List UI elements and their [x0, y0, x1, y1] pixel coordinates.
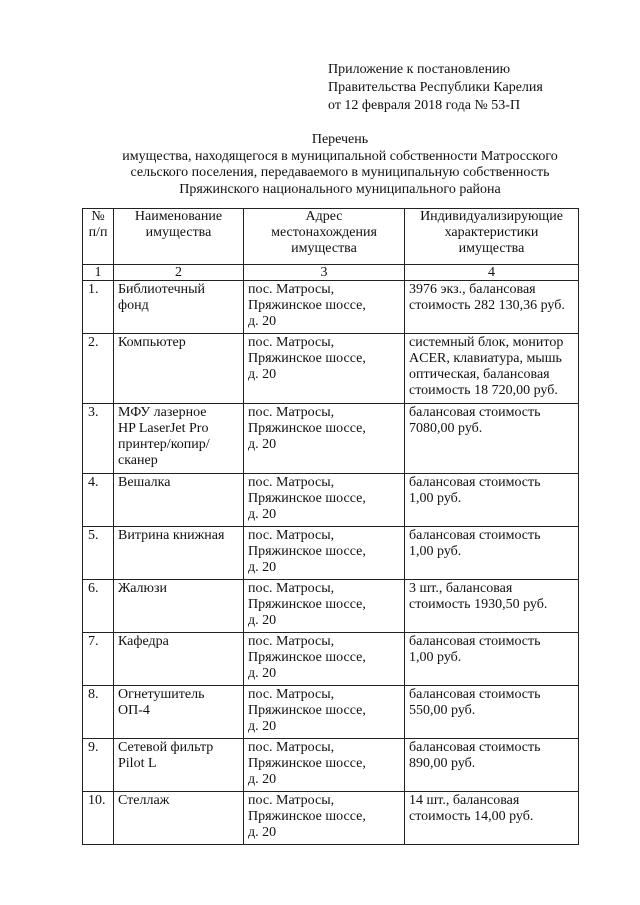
item-features-line: стоимость 18 720,00 руб.	[409, 383, 558, 398]
header-num	[83, 209, 114, 265]
row-number: 6.	[83, 580, 114, 633]
item-address-line: Пряжинское шоссе,	[248, 756, 366, 771]
header-line: Индивидуализирующие	[420, 209, 563, 224]
item-address-line: пос. Матросы,	[248, 335, 335, 350]
item-address-line: Пряжинское шоссе,	[248, 351, 366, 366]
appendix-line: Приложение к постановлению	[328, 62, 511, 77]
item-features-line: ACER, клавиатура, мышь	[409, 351, 562, 366]
item-address	[244, 404, 405, 474]
item-address	[244, 580, 405, 633]
item-name-line: принтер/копир/	[118, 437, 210, 452]
item-features-line: 1,00 руб.	[409, 650, 462, 665]
item-name	[114, 334, 244, 404]
header-features	[405, 209, 579, 265]
table-header-row	[83, 209, 579, 265]
title-line: имущества, находящегося в муниципальной собственности Матросского	[122, 148, 558, 164]
title-line: сельского поселения, передаваемого в муниципальную собственность	[130, 165, 550, 180]
item-address	[244, 686, 405, 739]
item-features-line: 3976 экз., балансовая	[409, 282, 536, 297]
item-features	[405, 474, 579, 527]
item-name-line: фонд	[118, 298, 149, 313]
row-number: 1.	[83, 281, 114, 334]
table-row	[83, 633, 579, 686]
table-row	[83, 580, 579, 633]
column-number-row	[83, 265, 579, 281]
column-number: 1	[83, 265, 114, 281]
item-features-line: балансовая стоимость	[409, 528, 541, 543]
item-features-line: балансовая стоимость	[409, 634, 541, 649]
appendix-line: Правительства Республики Карелия	[328, 80, 543, 95]
item-address	[244, 281, 405, 334]
item-name	[114, 633, 244, 686]
header-line: Наименование	[134, 209, 223, 224]
table-row	[83, 474, 579, 527]
item-features-line: 7080,00 руб.	[409, 421, 483, 436]
item-address-line: Пряжинское шоссе,	[248, 703, 366, 718]
item-name-line: Сетевой фильтр	[118, 740, 214, 755]
item-address-line: пос. Матросы,	[248, 528, 335, 543]
item-name-line: HP LaserJet Pro	[118, 421, 209, 436]
item-name-line: Pilot L	[118, 756, 157, 771]
item-features-line: стоимость 14,00 руб.	[409, 809, 534, 824]
item-address-line: д. 20	[248, 314, 277, 329]
item-name-line: Витрина книжная	[118, 528, 225, 543]
item-features-line: балансовая стоимость	[409, 687, 541, 702]
row-number: 5.	[83, 527, 114, 580]
item-address	[244, 739, 405, 792]
item-address-line: пос. Матросы,	[248, 740, 335, 755]
column-number: 4	[405, 265, 579, 281]
item-address-line: д. 20	[248, 560, 277, 575]
item-address	[244, 527, 405, 580]
item-address-line: Пряжинское шоссе,	[248, 421, 366, 436]
document-title	[60, 132, 620, 198]
item-address-line: д. 20	[248, 367, 277, 382]
item-features-line: балансовая стоимость	[409, 475, 541, 490]
item-address-line: Пряжинское шоссе,	[248, 597, 366, 612]
header-name	[114, 209, 244, 265]
header-line: №	[91, 209, 105, 224]
item-name	[114, 686, 244, 739]
item-features	[405, 633, 579, 686]
item-features-line: оптическая, балансовая	[409, 367, 550, 382]
header-line: имущества	[458, 241, 525, 256]
item-features-line: стоимость 1930,50 руб.	[409, 597, 548, 612]
table-row	[83, 334, 579, 404]
item-name	[114, 580, 244, 633]
row-number: 7.	[83, 633, 114, 686]
item-features-line: балансовая стоимость	[409, 740, 541, 755]
item-address-line: Пряжинское шоссе,	[248, 650, 366, 665]
item-address-line: д. 20	[248, 507, 277, 522]
table-row	[83, 739, 579, 792]
item-name-line: сканер	[118, 453, 158, 468]
appendix-line: от 12 февраля 2018 года № 53-П	[328, 98, 521, 113]
item-name	[114, 474, 244, 527]
item-features-line: 890,00 руб.	[409, 756, 476, 771]
row-number: 10.	[83, 792, 114, 845]
item-address-line: д. 20	[248, 825, 277, 840]
item-features-line: 1,00 руб.	[409, 544, 462, 559]
item-address-line: пос. Матросы,	[248, 634, 335, 649]
column-number: 2	[114, 265, 244, 281]
item-features-line: системный блок, монитор	[409, 335, 564, 350]
row-number: 4.	[83, 474, 114, 527]
item-name	[114, 281, 244, 334]
item-name-line: Стеллаж	[118, 793, 170, 808]
item-address-line: Пряжинское шоссе,	[248, 298, 366, 313]
item-features-line: 1,00 руб.	[409, 491, 462, 506]
item-name-line: ОП-4	[118, 703, 150, 718]
item-name-line: МФУ лазерное	[118, 405, 207, 420]
property-table	[82, 208, 579, 845]
appendix-note	[328, 61, 543, 115]
item-address-line: пос. Матросы,	[248, 282, 335, 297]
table-row	[83, 281, 579, 334]
item-address-line: Пряжинское шоссе,	[248, 491, 366, 506]
item-features	[405, 334, 579, 404]
header-address	[244, 209, 405, 265]
item-features-line: 14 шт., балансовая	[409, 793, 520, 808]
item-address-line: пос. Матросы,	[248, 405, 335, 420]
table-row	[83, 686, 579, 739]
item-address-line: пос. Матросы,	[248, 475, 335, 490]
item-features	[405, 739, 579, 792]
header-line: характеристики	[444, 225, 539, 240]
item-name	[114, 792, 244, 845]
item-address-line: Пряжинское шоссе,	[248, 544, 366, 559]
item-address-line: Пряжинское шоссе,	[248, 809, 366, 824]
item-address-line: д. 20	[248, 613, 277, 628]
item-name	[114, 527, 244, 580]
table-row	[83, 792, 579, 845]
item-features	[405, 792, 579, 845]
item-features	[405, 527, 579, 580]
table-row	[83, 404, 579, 474]
item-name	[114, 739, 244, 792]
row-number: 2.	[83, 334, 114, 404]
item-name-line: Вешалка	[118, 475, 171, 490]
header-line: Адрес	[305, 209, 343, 224]
item-address	[244, 334, 405, 404]
item-address	[244, 633, 405, 686]
item-features	[405, 686, 579, 739]
header-line: имущества	[291, 241, 357, 256]
item-address-line: д. 20	[248, 666, 277, 681]
item-address-line: пос. Матросы,	[248, 793, 335, 808]
title-line: Перечень	[311, 132, 369, 147]
item-address-line: пос. Матросы,	[248, 581, 335, 596]
title-line: Пряжинского национального муниципального района	[179, 181, 501, 197]
item-address-line: д. 20	[248, 719, 277, 734]
item-name-line: Жалюзи	[118, 581, 167, 596]
header-line: местонахождения	[271, 225, 377, 240]
item-features	[405, 281, 579, 334]
header-line: п/п	[88, 225, 108, 240]
table-row	[83, 527, 579, 580]
item-address	[244, 792, 405, 845]
row-number: 8.	[83, 686, 114, 739]
item-name-line: Огнетушитель	[118, 687, 205, 702]
row-number: 9.	[83, 739, 114, 792]
item-address	[244, 474, 405, 527]
item-features-line: стоимость 282 130,36 руб.	[409, 298, 565, 313]
item-features-line: 3 шт., балансовая	[409, 581, 513, 596]
item-features-line: 550,00 руб.	[409, 703, 476, 718]
row-number: 3.	[83, 404, 114, 474]
item-address-line: пос. Матросы,	[248, 687, 335, 702]
item-name-line: Библиотечный	[118, 282, 206, 297]
item-name-line: Кафедра	[118, 634, 169, 649]
item-address-line: д. 20	[248, 437, 277, 452]
item-address-line: д. 20	[248, 772, 277, 787]
item-name	[114, 404, 244, 474]
item-features	[405, 580, 579, 633]
header-line: имущества	[145, 225, 212, 240]
column-number: 3	[244, 265, 405, 281]
item-name-line: Компьютер	[118, 335, 186, 350]
item-features-line: балансовая стоимость	[409, 405, 541, 420]
item-features	[405, 404, 579, 474]
